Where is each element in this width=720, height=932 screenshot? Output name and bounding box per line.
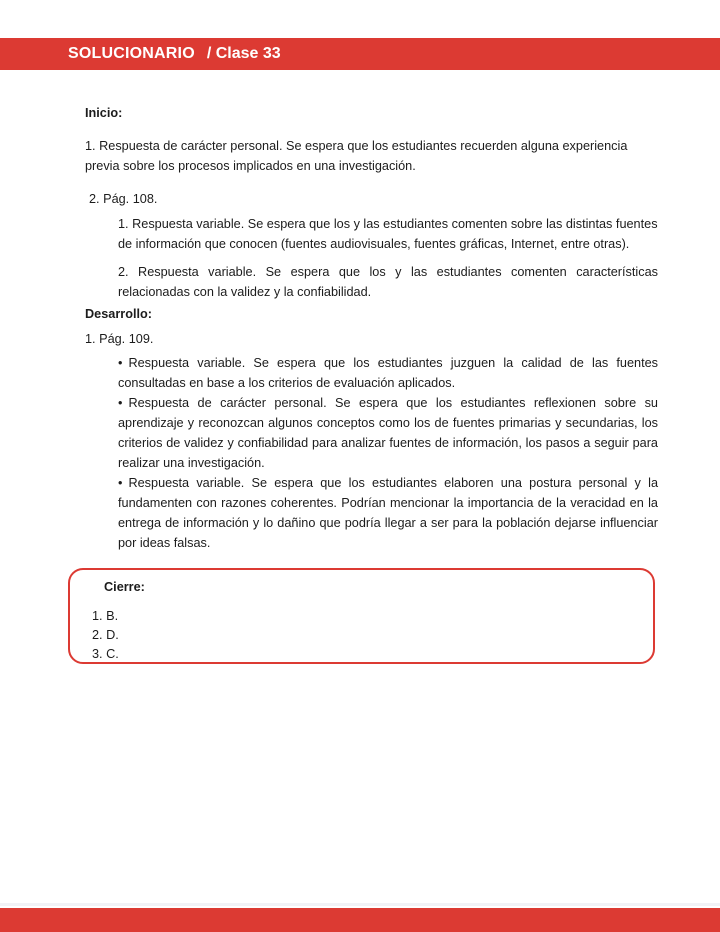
cierre-answer: 2. D. <box>92 628 119 642</box>
bullet-item <box>118 393 658 473</box>
section-heading-inicio: Inicio: <box>85 106 123 120</box>
doc-subtitle: / Clase 33 <box>206 45 281 62</box>
cierre-answer: 3. C. <box>92 647 119 661</box>
section-heading-cierre: Cierre: <box>104 580 145 594</box>
bullet-icon: • <box>118 356 123 370</box>
inicio-paragraph-2: 2. Pág. 108. <box>89 192 158 206</box>
inicio-paragraph-1: 1. Respuesta de carácter personal. Se espera que los estudiantes recuerden alguna experiencia previa sobre los procesos implicados en una investigación. <box>85 139 628 173</box>
bullet-icon: • <box>118 396 123 410</box>
inicio-subitem-2: 2. Respuesta variable. Se espera que los y las estudiantes comenten características relacionadas con la validez y la confiabilidad. <box>118 265 658 299</box>
desarrollo-bullet-list <box>118 353 658 553</box>
bullet-icon: • <box>118 476 123 490</box>
section-heading-desarrollo: Desarrollo: <box>85 307 152 321</box>
footer-divider <box>0 903 720 906</box>
bullet-item <box>118 353 658 393</box>
doc-title: SOLUCIONARIO <box>68 45 195 62</box>
cierre-box <box>68 568 655 664</box>
bullet-text: Respuesta variable. Se espera que los estudiantes elaboren una postura personal y la fundamenten con razones coherentes. Podrían mencionar la importancia de la veracidad en la entrega de información y lo dañino que podría llegar a ser para la población dejarse influenciar por ideas falsas. <box>118 476 658 550</box>
cierre-answer: 1. B. <box>92 609 119 623</box>
desarrollo-paragraph-1: 1. Pág. 109. <box>85 332 154 346</box>
footer-bar <box>0 908 720 932</box>
header-bar <box>0 38 720 70</box>
bullet-text: Respuesta de carácter personal. Se espera que los estudiantes reflexionen sobre su aprendizaje y reconozcan algunos conceptos como los de fuentes primarias y secundarias, los criterios de validez y confiabilidad para analizar fuentes de información, los pasos a seguir para realizar una investigación. <box>118 396 658 470</box>
document-content <box>85 103 658 553</box>
inicio-subitem-1: 1. Respuesta variable. Se espera que los y las estudiantes comenten sobre las distintas fuentes de información que conocen (fuentes audiovisuales, fuentes gráficas, Internet, entre otras). <box>118 217 658 251</box>
bullet-item <box>118 473 658 553</box>
bullet-text: Respuesta variable. Se espera que los estudiantes juzguen la calidad de las fuentes consultadas en base a los criterios de evaluación aplicados. <box>118 356 658 390</box>
